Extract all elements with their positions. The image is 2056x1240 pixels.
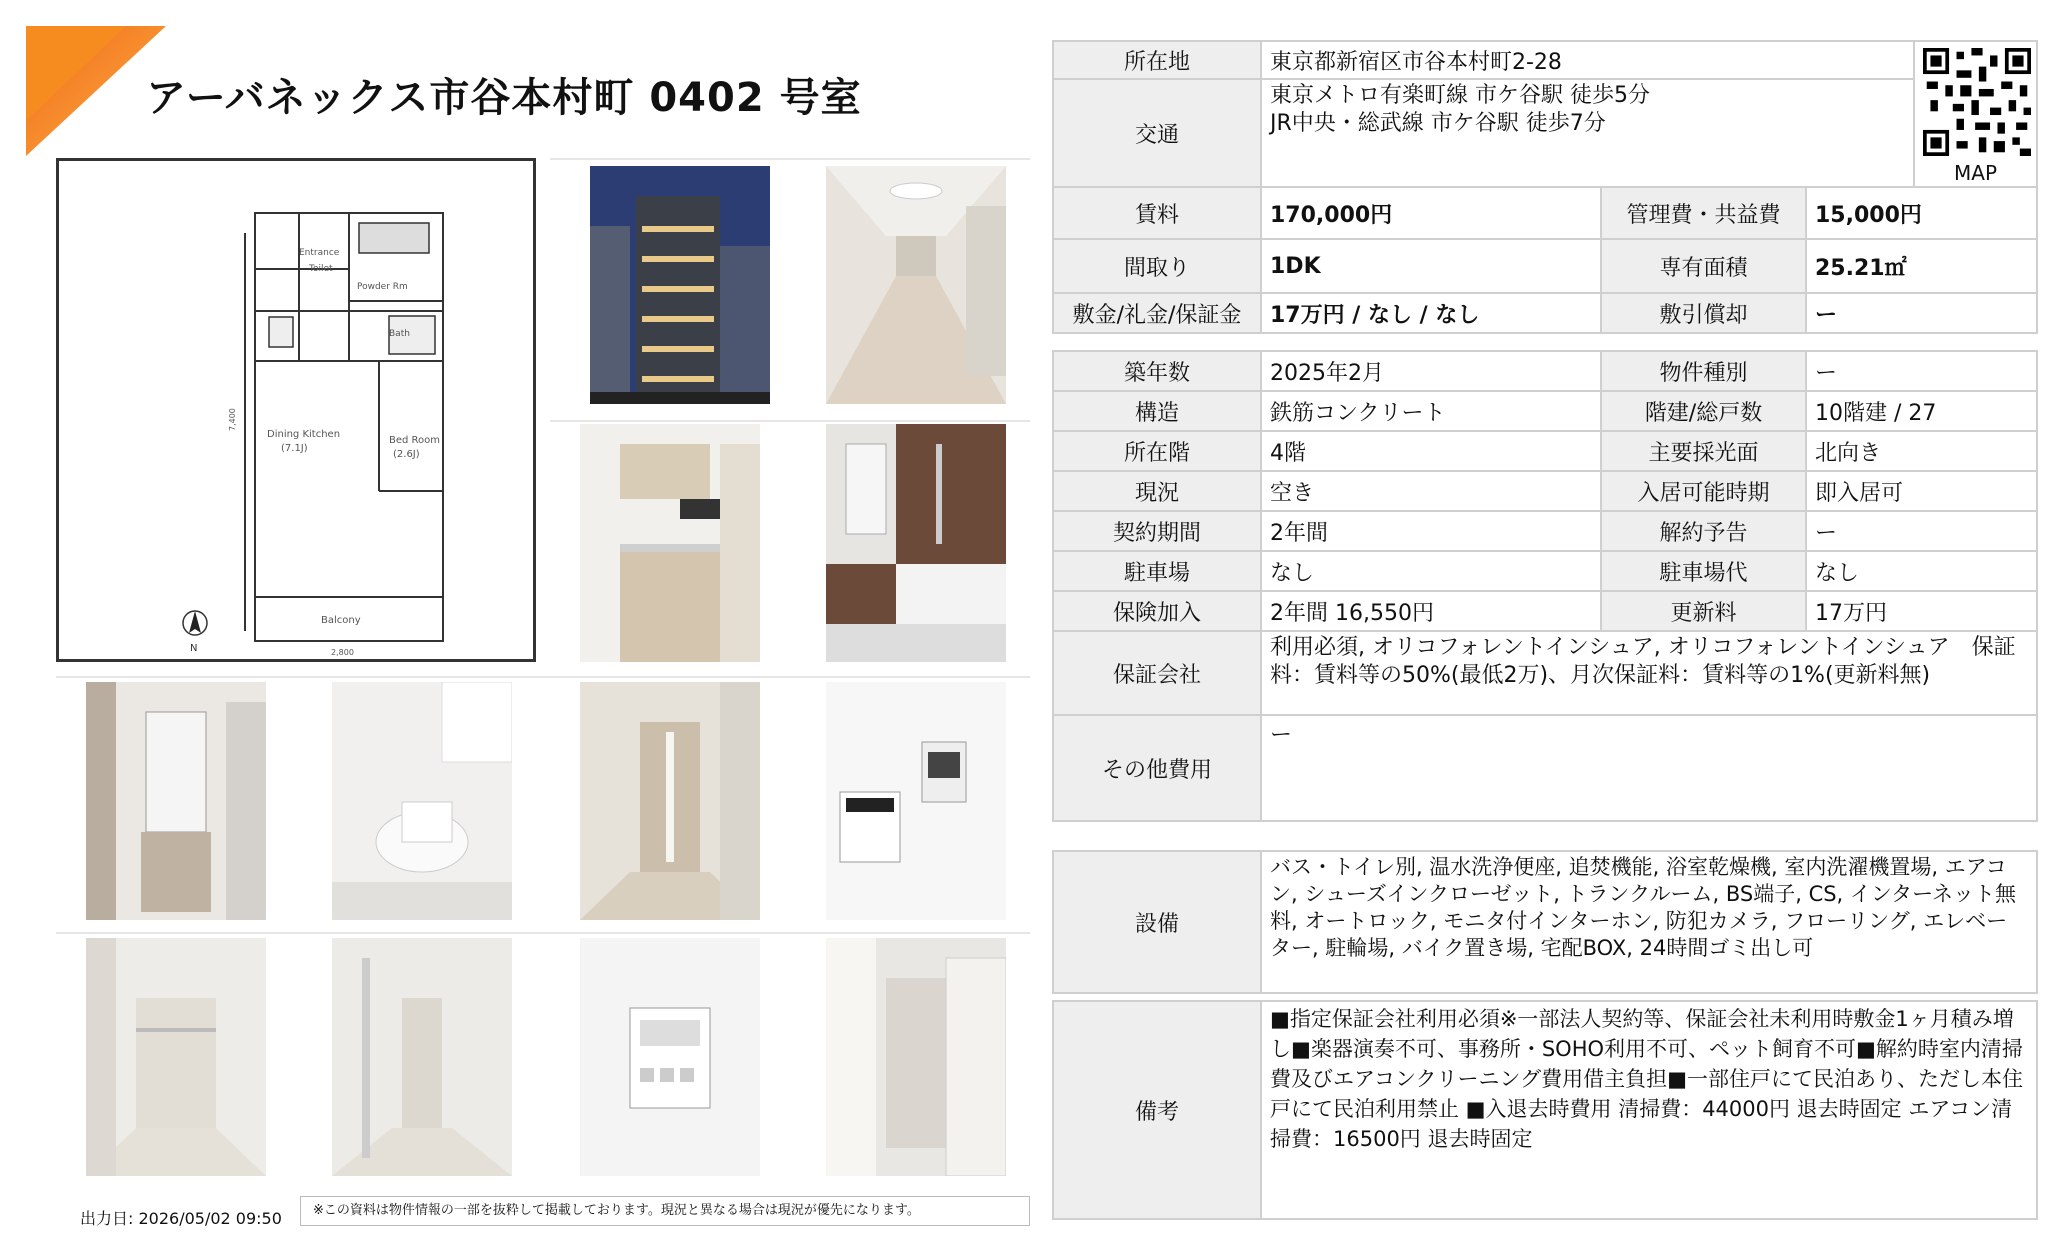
info-table-details (1052, 350, 2038, 822)
fp-bed-room-label: Bed Room (389, 435, 441, 446)
fp-entrance-label: Entrance (299, 248, 340, 258)
property-title: アーバネックス市谷本村町 0402 号室 (146, 75, 862, 121)
photo-entrance-hall (580, 682, 760, 920)
fp-dining-kitchen-label: Dining Kitchen (267, 429, 341, 440)
cancel-notice-label: 解約予告 (1601, 511, 1806, 551)
move-in-value: 即入居可 (1806, 471, 2037, 511)
property-type-value: ー (1806, 351, 2037, 391)
cancel-notice-value: ー (1806, 511, 2037, 551)
fp-powder-room-label: Powder Rm (357, 282, 408, 292)
fp-br-size: (2.6J) (393, 449, 420, 460)
contract-value: 2年間 (1261, 511, 1601, 551)
contract-label: 契約期間 (1053, 511, 1261, 551)
property-type-label: 物件種別 (1601, 351, 1806, 391)
north-arrow-icon (189, 611, 201, 633)
location-value: 東京都新宿区市谷本村町2-28 (1261, 41, 1914, 79)
photo-closet-room (86, 938, 266, 1176)
photo-corridor (826, 166, 1006, 404)
info-table-main (1052, 40, 2038, 334)
access-line-1: 東京メトロ有楽町線 市ケ谷駅 徒歩5分 (1270, 83, 1650, 108)
structure-value: 鉄筋コンクリート (1261, 391, 1601, 431)
other-costs-label: その他費用 (1053, 715, 1261, 821)
floors-units-value: 10階建 / 27 (1806, 391, 2037, 431)
fp-bath-label: Bath (389, 329, 410, 339)
fp-dk-size: (7.1J) (281, 443, 308, 454)
photo-kitchen (580, 424, 760, 662)
floor-plan (56, 158, 536, 662)
renewal-fee-value: 17万円 (1806, 591, 2037, 631)
photo-shoe-closet (826, 938, 1006, 1176)
floor-value: 4階 (1261, 431, 1601, 471)
built-label: 築年数 (1053, 351, 1261, 391)
qr-map-label: MAP (1954, 161, 1997, 185)
rent-value: 170,000円 (1261, 187, 1601, 239)
equipment-value: バス・トイレ別, 温水洗浄便座, 追焚機能, 浴室乾燥機, 室内洗濯機置場, エアコン, シューズインクローゼット, トランクルーム, BS端子, CS, インターネット無料, オートロック, モニタ付インターホン, 防犯カメラ, フローリング, エレベーター, 駐輪場, バイク置き場, 宅配BOX, 24時間ゴミ出し可 (1261, 851, 2037, 993)
floor-label: 所在階 (1053, 431, 1261, 471)
access-label: 交通 (1053, 79, 1261, 187)
access-line-2: JR中央・総武線 市ケ谷駅 徒歩7分 (1270, 111, 1606, 136)
photo-exterior (590, 166, 770, 404)
location-label: 所在地 (1053, 41, 1261, 79)
floor-plan-drawing (59, 161, 533, 659)
photo-washroom (86, 682, 266, 920)
photo-bathroom (826, 424, 1006, 662)
light-direction-label: 主要採光面 (1601, 431, 1806, 471)
fp-toilet-label: Toilet (309, 264, 333, 274)
photo-bath-control-panel (580, 938, 760, 1176)
parking-value: なし (1261, 551, 1601, 591)
rent-label: 賃料 (1053, 187, 1261, 239)
remarks-table (1052, 1000, 2038, 1220)
layout-label: 間取り (1053, 239, 1261, 293)
photo-hallway-door (332, 938, 512, 1176)
disclaimer-note: ※この資料は物件情報の一部を抜粋して掲載しております。現況と異なる場合は現況が優先になります。 (300, 1196, 1030, 1226)
equipment-table (1052, 850, 2038, 994)
layout-value: 1DK (1261, 239, 1601, 293)
insurance-value: 2年間 16,550円 (1261, 591, 1601, 631)
status-label: 現況 (1053, 471, 1261, 511)
parking-label: 駐車場 (1053, 551, 1261, 591)
remarks-label: 備考 (1053, 1001, 1261, 1219)
floors-units-label: 階建/総戸数 (1601, 391, 1806, 431)
insurance-label: 保険加入 (1053, 591, 1261, 631)
photo-intercom (826, 682, 1006, 920)
fp-width-dim: 2,800 (331, 648, 354, 657)
qr-code-icon[interactable] (1923, 48, 2031, 156)
parking-fee-label: 駐車場代 (1601, 551, 1806, 591)
equipment-label: 設備 (1053, 851, 1261, 993)
area-label: 専有面積 (1601, 239, 1806, 293)
remarks-value: ■指定保証会社利用必須※一部法人契約等、保証会社未利用時敷金1ヶ月積み増し■楽器演奏不可、事務所・SOHO利用不可、ペット飼育不可■解約時室内清掃費及びエアコンクリーニング費用借主負担■一部住戸にて民泊あり、ただし本住戸にて民泊利用禁止 ■入退去時費用 清掃費：44000円 退去時固定 エアコン清掃費：16500円 退去時固定 (1261, 1001, 2037, 1219)
renewal-fee-label: 更新料 (1601, 591, 1806, 631)
built-value: 2025年2月 (1261, 351, 1601, 391)
light-direction-value: 北向き (1806, 431, 2037, 471)
qr-map[interactable] (1914, 41, 2037, 187)
structure-label: 構造 (1053, 391, 1261, 431)
guarantor-label: 保証会社 (1053, 631, 1261, 715)
output-date: 出力日: 2026/05/02 09:50 (80, 1209, 282, 1228)
fp-height-dim: 7,400 (228, 408, 237, 431)
deposit-value: 17万円 / なし / なし (1261, 293, 1601, 333)
fp-north-label: N (190, 643, 198, 654)
mgmt-fee-label: 管理費・共益費 (1601, 187, 1806, 239)
photo-toilet (332, 682, 512, 920)
mgmt-fee-value: 15,000円 (1806, 187, 2037, 239)
status-value: 空き (1261, 471, 1601, 511)
parking-fee-value: なし (1806, 551, 2037, 591)
amortization-value: ー (1806, 293, 2037, 333)
amortization-label: 敷引償却 (1601, 293, 1806, 333)
guarantor-value: 利用必須, オリコフォレントインシュア, オリコフォレントインシュア 保証料：賃料等の50%(最低2万)、月次保証料：賃料等の1%(更新料無) (1261, 631, 2037, 715)
deposit-label: 敷金/礼金/保証金 (1053, 293, 1261, 333)
area-value: 25.21㎡ (1806, 239, 2037, 293)
fp-balcony-label: Balcony (321, 615, 361, 626)
other-costs-value: ー (1261, 715, 2037, 821)
move-in-label: 入居可能時期 (1601, 471, 1806, 511)
corner-accent-graphic (26, 26, 166, 156)
